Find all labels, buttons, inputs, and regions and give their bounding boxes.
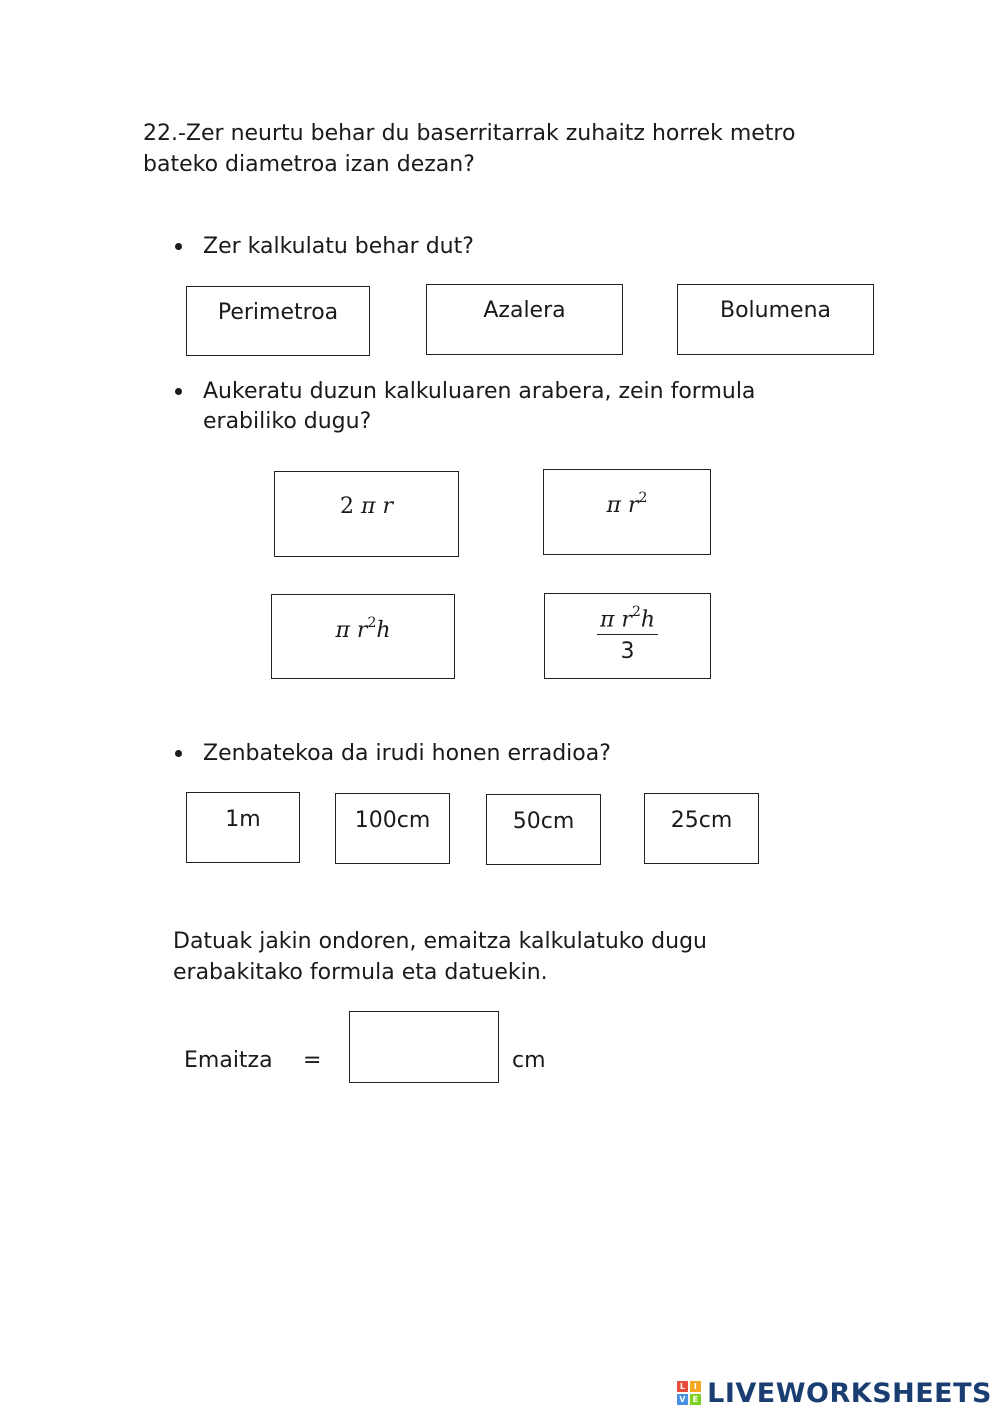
logo-text: LIVEWORKSHEETS [707,1377,992,1409]
option-label: 50cm [512,809,575,834]
pi-symbol: π [335,618,350,644]
logo-mark-letter: I [690,1381,701,1392]
option-label: 1m [225,807,261,832]
liveworksheets-logo [677,1376,992,1410]
radius-option-100cm[interactable] [335,793,450,864]
logo-mark-letter: V [677,1394,688,1405]
option-label: Azalera [483,298,566,323]
logo-mark-icon [677,1381,701,1405]
radius-symbol: r [628,493,639,519]
formula-area[interactable] [543,469,711,555]
exponent: 2 [367,615,377,631]
pi-symbol: π [606,493,621,519]
height-symbol: h [640,607,656,633]
result-label: Emaitza [184,1048,273,1073]
option-perimetroa[interactable] [186,286,370,356]
logo-mark-letter: L [677,1381,688,1392]
bullet-icon [175,750,182,757]
radius-option-25cm[interactable] [644,793,759,864]
formula-coef: 2 [340,494,354,519]
fraction-denominator: 3 [620,639,635,665]
exponent: 2 [631,604,641,620]
formula-cylinder-volume[interactable] [271,594,455,679]
radius-symbol: r [356,618,368,644]
formula-circumference[interactable] [274,471,459,557]
result-unit: cm [512,1048,546,1073]
radius-symbol: r [382,494,393,519]
radius-option-50cm[interactable] [486,794,601,865]
fraction-numerator [597,602,658,635]
bullet-icon [175,388,182,395]
conclusion-line-2: erabakitako formula eta datuekin. [173,960,548,985]
height-symbol: h [376,618,391,644]
option-label: 25cm [670,808,733,833]
option-label: Bolumena [720,298,831,323]
result-equals: = [303,1048,322,1073]
formula-cone-volume[interactable] [544,593,711,679]
option-label: Perimetroa [217,300,339,325]
option-azalera[interactable] [426,284,623,355]
question-line-2: bateko diametroa izan dezan? [143,152,475,177]
conclusion-line-1: Datuak jakin ondoren, emaitza kalkulatuko dugu [173,929,707,954]
result-input[interactable] [349,1011,499,1083]
bullet-icon [175,243,182,250]
section1-prompt: Zer kalkulatu behar dut? [203,234,474,259]
question-line-1: 22.-Zer neurtu behar du baserritarrak zuhaitz horrek metro [143,121,796,146]
section3-prompt: Zenbatekoa da irudi honen erradioa? [203,741,611,766]
section2-prompt-line-2: erabiliko dugu? [203,409,372,434]
exponent: 2 [638,490,648,506]
option-label: 100cm [354,808,431,833]
radius-option-1m[interactable] [186,792,300,863]
option-bolumena[interactable] [677,284,874,355]
section2-prompt-line-1: Aukeratu duzun kalkuluaren arabera, zein formula [203,379,756,404]
pi-symbol: π [361,494,376,519]
pi-symbol: π [599,607,615,633]
logo-mark-letter: E [690,1394,701,1405]
radius-symbol: r [621,607,632,633]
